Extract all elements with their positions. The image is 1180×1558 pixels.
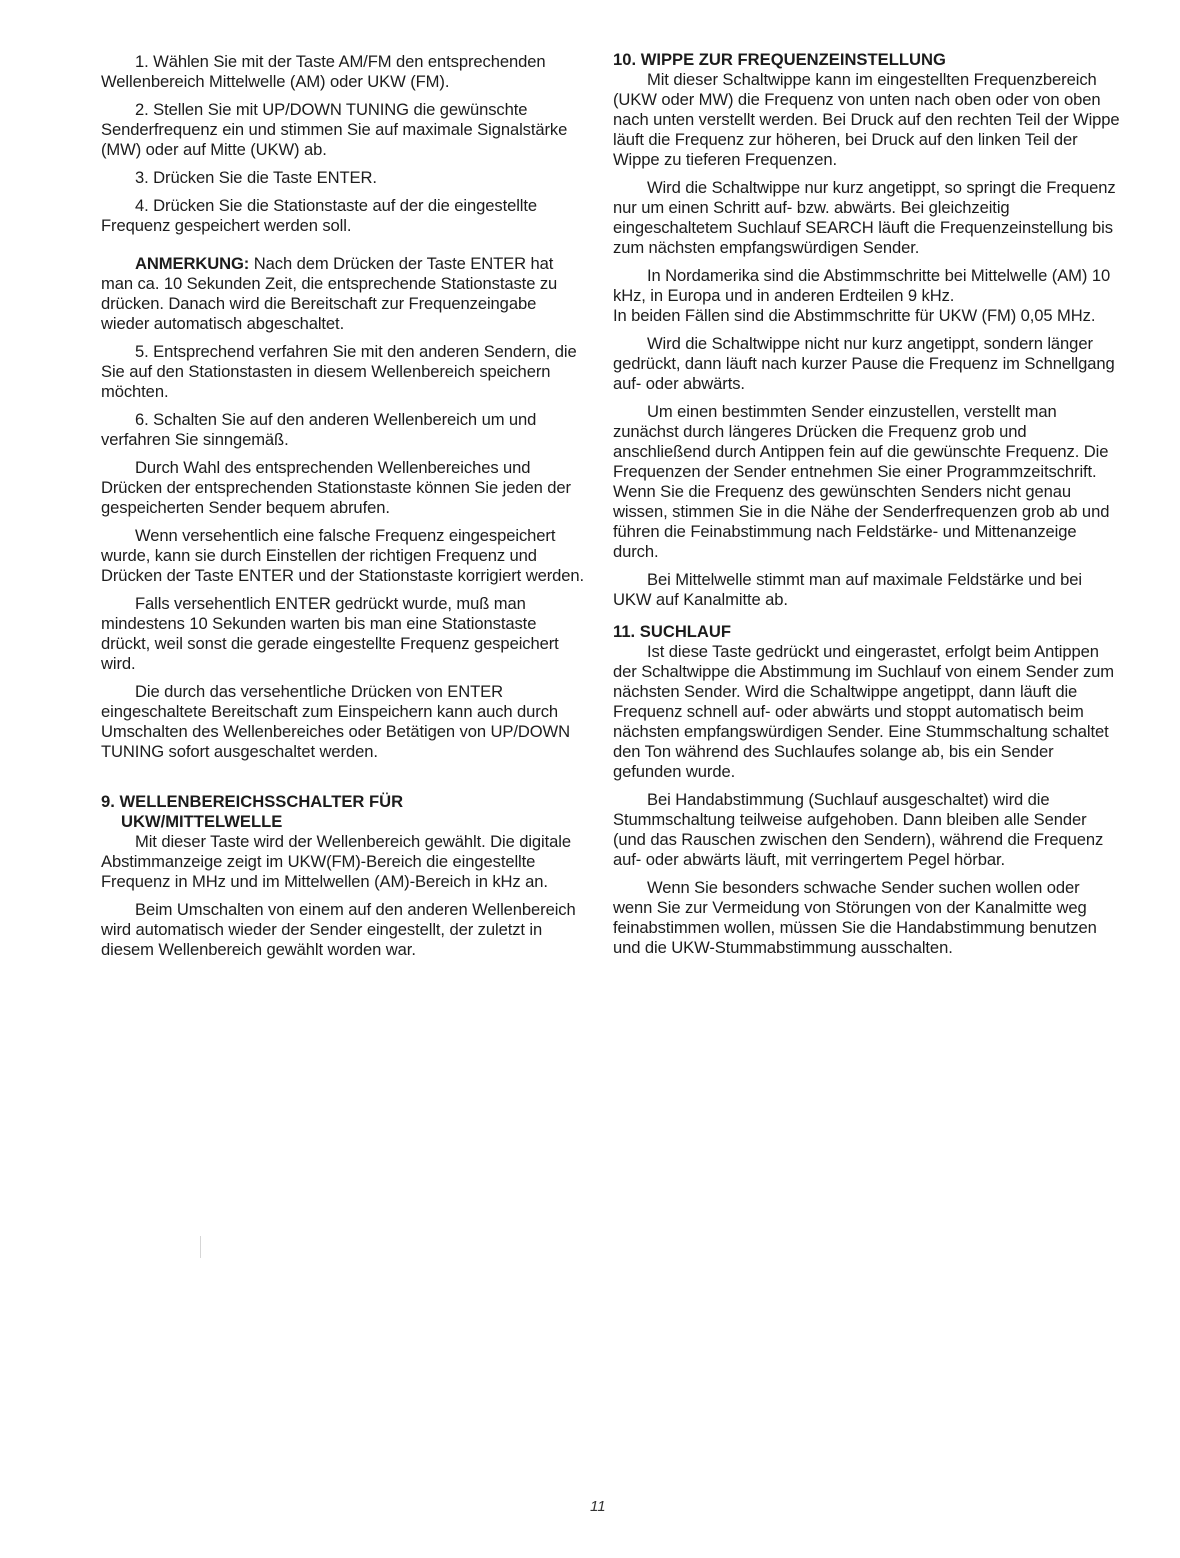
step-3: 3. Drücken Sie die Taste ENTER. (135, 168, 377, 187)
section-11-paragraph: Ist diese Taste gedrückt und eingerastet, erfolgt beim Antippen der Schaltwippe die Abstimmung im Suchlauf von einem Sender zum nächsten Sender. Wird die Schaltwippe angetippt, dann läuft die Frequenz schnell auf- oder abwärts und stoppt automatisch beim nächsten empfangswürdigen Sender. Eine Stummschaltung schaltet den Ton während des Suchlaufes solange ab, bis ein Sender gefunden wurde. (613, 642, 1114, 781)
body-paragraph: Die durch das versehentliche Drücken von ENTER eingeschaltete Bereitschaft zum Einspeichern kann auch durch Umschalten des Wellenbereiches oder Betätigen von UP/DOWN TUNING sofort ausgeschaltet werden. (101, 682, 570, 761)
body-paragraph: Falls versehentlich ENTER gedrückt wurde, muß man mindestens 10 Sekunden warten bis man eine Stationstaste drückt, weil sonst die gerade eingestellte Frequenz gespeichert wird. (101, 594, 559, 673)
section-10-paragraph: In Nordamerika sind die Abstimmschritte bei Mittelwelle (AM) 10 kHz, in Europa und in anderen Erdteilen 9 kHz. (613, 266, 1111, 305)
note-text: Nach dem Drücken der Taste ENTER hat man ca. 10 Sekunden Zeit, die entsprechende Stationstaste zu drücken. Danach wird die Bereitschaft zur Frequenzeingabe wieder automatisch abgeschaltet. (101, 254, 558, 333)
section-10-heading (613, 50, 1120, 70)
section-number: 9. (101, 792, 115, 811)
section-title: SUCHLAUF (639, 622, 732, 641)
step-4: 4. Drücken Sie die Stationstaste auf der die eingestellte Frequenz gespeichert werden soll. (101, 196, 538, 235)
step-5: 5. Entsprechend verfahren Sie mit den anderen Sendern, die Sie auf den Stationstasten in diesem Wellenbereich speichern möchten. (101, 342, 577, 401)
section-title: WELLENBEREICHSSCHALTER FÜR (119, 792, 404, 811)
fm-step-note: In beiden Fällen sind die Abstimmschritte für UKW (FM) 0,05 MHz. (613, 306, 1096, 325)
section-10-paragraph: Wird die Schaltwippe nur kurz angetippt, so springt die Frequenz nur um einen Schritt auf- bzw. abwärts. Bei gleichzeitig eingeschaltetem Suchlauf SEARCH läuft die Frequenzeinstellung bis zum nächsten empfangswürdigen Sender. (613, 178, 1116, 257)
section-11-paragraph: Bei Handabstimmung (Suchlauf ausgeschaltet) wird die Stummschaltung teilweise aufgehoben. Dann bleiben alle Sender (und das Rauschen zwischen den Sendern), während die Frequenz auf- oder abwärts läuft, mit verringertem Pegel hörbar. (613, 790, 1104, 869)
section-11-paragraph: Wenn Sie besonders schwache Sender suchen wollen oder wenn Sie zur Vermeidung von Störungen von der Kanalmitte weg feinabstimmen wollen, müssen Sie die Handabstimmung benutzen und die UKW-Stummabstimmung ausschalten. (613, 878, 1097, 957)
section-9-heading (101, 792, 585, 832)
section-10-paragraph: Um einen bestimmten Sender einzustellen, verstellt man zunächst durch längeres Drücken die Frequenz grob und anschließend durch Antippen fein auf die gewünschte Frequenz. Die Frequenzen der Sender entnehmen Sie einer Programmzeitschrift. Wenn Sie die Frequenz des gewünschten Senders nicht genau wissen, stimmen Sie in die Nähe der Senderfrequenzen grob ab und führen die Feinabstimmung nach Feldstärke- und Mittenanzeige durch. (613, 402, 1110, 561)
section-title: WIPPE ZUR FREQUENZEINSTELLUNG (640, 50, 946, 69)
section-number: 10. (613, 50, 637, 69)
right-column (613, 52, 1120, 966)
section-10-paragraph: Bei Mittelwelle stimmt man auf maximale Feldstärke und bei UKW auf Kanalmitte ab. (613, 570, 1083, 609)
section-title-line2: UKW/MITTELWELLE (121, 812, 283, 831)
step-1: 1. Wählen Sie mit der Taste AM/FM den entsprechenden Wellenbereich Mittelwelle (AM) oder UKW (FM). (101, 52, 546, 91)
scan-speck (200, 1236, 201, 1258)
body-paragraph: Durch Wahl des entsprechenden Wellenbereiches und Drücken der entsprechenden Stationstaste können Sie jeden der gespeicherten Sender bequem abrufen. (101, 458, 571, 517)
section-10-paragraph: Wird die Schaltwippe nicht nur kurz angetippt, sondern länger gedrückt, dann läuft nach kurzer Pause die Frequenz im Schnellgang auf- oder abwärts. (613, 334, 1115, 393)
section-11-heading (613, 622, 1120, 642)
section-9-paragraph: Mit dieser Taste wird der Wellenbereich gewählt. Die digitale Abstimmanzeige zeigt im UKW(FM)-Bereich die eingestellte Frequenz in MHz und im Mittelwellen (AM)-Bereich in kHz an. (101, 832, 571, 891)
note-paragraph (101, 254, 585, 334)
section-10-paragraph: Mit dieser Schaltwippe kann im eingestellten Frequenzbereich (UKW oder MW) die Frequenz von unten nach oben oder von oben nach unten verstellt werden. Bei Druck auf den rechten Teil der Wippe läuft die Frequenz zur höheren, bei Druck auf den linken Teil der Wippe zu tieferen Frequenzen. (613, 70, 1120, 169)
body-paragraph: Wenn versehentlich eine falsche Frequenz eingespeichert wurde, kann sie durch Einstellen der richtigen Frequenz und Drücken der Taste ENTER und der Stationstaste korrigiert werden. (101, 526, 585, 585)
page-number: 11 (590, 1498, 606, 1515)
step-2: 2. Stellen Sie mit UP/DOWN TUNING die gewünschte Senderfrequenz ein und stimmen Sie auf maximale Signalstärke (MW) oder auf Mitte (UKW) ab. (101, 100, 568, 159)
section-9-paragraph: Beim Umschalten von einem auf den anderen Wellenbereich wird automatisch wieder der Sender eingestellt, der zuletzt in diesem Wellenbereich gewählt worden war. (101, 900, 576, 959)
left-column (101, 52, 585, 968)
step-6: 6. Schalten Sie auf den anderen Wellenbereich um und verfahren Sie sinngemäß. (101, 410, 537, 449)
note-label: ANMERKUNG: (135, 254, 250, 273)
section-number: 11. (613, 622, 636, 641)
